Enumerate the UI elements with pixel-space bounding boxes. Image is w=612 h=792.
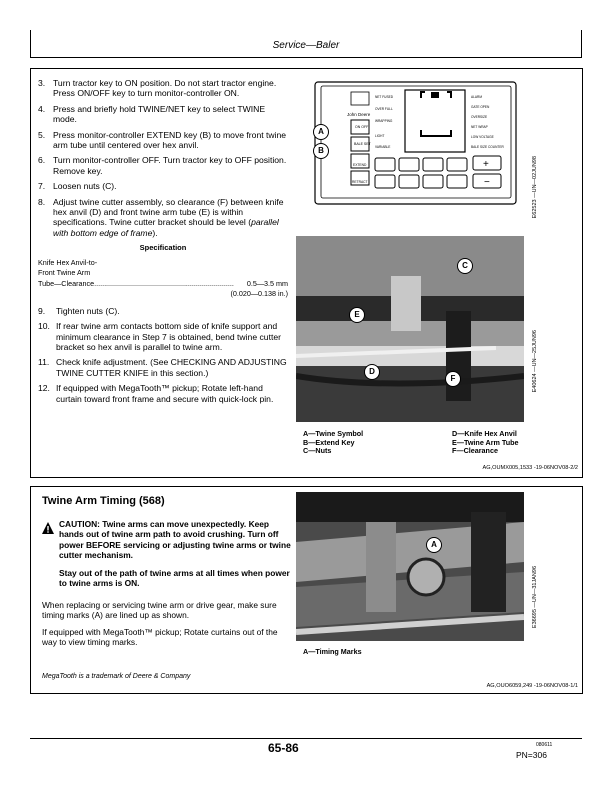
photo1-callout-c bbox=[457, 258, 473, 274]
svg-text:GATE OPEN: GATE OPEN bbox=[471, 105, 490, 109]
svg-text:LOW VOLTAGE: LOW VOLTAGE bbox=[471, 135, 494, 139]
section1-reference: AG,OUMX005,1533 -19-06NOV08-2/2 bbox=[482, 465, 578, 471]
svg-text:VARIABLE: VARIABLE bbox=[375, 145, 391, 149]
svg-text:EXTEND: EXTEND bbox=[353, 163, 367, 167]
monitor-panel-drawing bbox=[313, 80, 518, 206]
svg-text:+: + bbox=[483, 159, 489, 170]
step-text: If equipped with MegaTooth™ pickup; Rotate left-hand curtain toward front frame and secure with quick-lock pin. bbox=[56, 383, 274, 404]
spec-line: Front Twine Arm bbox=[38, 268, 91, 278]
photo1-figure-code: E40624 —UN—25JUN96 bbox=[532, 330, 538, 393]
monitor-figure-code: E62523 —UN—02JUN98 bbox=[532, 156, 538, 219]
step-text: Loosen nuts (C). bbox=[53, 181, 117, 192]
caution-text: CAUTION: Twine arms can move unexpectedly. Keep hands out of twine arm path to avoid crushing. Turn off power BEFORE servicing or adjusting twine arms or twine cutter mechanism. bbox=[59, 519, 291, 561]
photo2-callout-a bbox=[426, 537, 442, 553]
photo1-callout-f-label: F bbox=[450, 374, 456, 383]
svg-text:WRAPPING: WRAPPING bbox=[375, 119, 393, 123]
step-text: If rear twine arm contacts bottom side of knife support and minimum clearance in Step 7 is obtained, bend twine cutter bracket so hex anvil is parallel to twine arm. bbox=[56, 321, 281, 352]
section-2-title: Twine Arm Timing (568) bbox=[42, 495, 165, 507]
footer-rule bbox=[30, 738, 582, 739]
step-number: 5. bbox=[38, 129, 46, 140]
spec-value: 0.5—3.5 mm bbox=[246, 278, 288, 288]
procedure-step bbox=[38, 383, 288, 404]
page-header: Service—Baler bbox=[272, 40, 340, 51]
legend1-item: D—Knife Hex Anvil bbox=[452, 429, 517, 438]
step-number: 12. bbox=[38, 383, 50, 394]
step-text: Turn monitor-controller OFF. Turn tractor key to OFF position. Remove key. bbox=[53, 155, 287, 176]
procedure-step bbox=[38, 197, 288, 239]
legend1-item: B—Extend Key bbox=[303, 437, 355, 447]
step-text bbox=[53, 197, 288, 239]
spec-line: Knife Hex Anvil-to- bbox=[38, 257, 98, 267]
svg-text:OVERSIZE: OVERSIZE bbox=[471, 115, 488, 119]
page-number: 65-86 bbox=[268, 741, 299, 755]
step-number: 3. bbox=[38, 78, 46, 88]
specification-block bbox=[38, 243, 288, 299]
procedure-step bbox=[38, 130, 288, 151]
photo1-callout-c-label: C bbox=[462, 261, 468, 270]
photo1-callout-e bbox=[349, 307, 365, 323]
svg-text:NET WRAP: NET WRAP bbox=[471, 125, 488, 129]
footer-code: 080611 bbox=[536, 742, 553, 748]
procedure-step bbox=[38, 321, 288, 352]
timing-marks-photo-drawing bbox=[296, 492, 524, 641]
brand-label: John Deere bbox=[347, 112, 371, 117]
timing-marks-photo bbox=[296, 492, 524, 641]
timing-paragraph-2: If equipped with MegaTooth™ pickup; Rotate curtains out of the way to view timing marks. bbox=[42, 627, 278, 648]
timing-paragraph-1: When replacing or servicing twine arm or drive gear, make sure timing marks (A) are lined up as shown. bbox=[42, 600, 277, 621]
step-text: Tighten nuts (C). bbox=[56, 305, 120, 316]
svg-text:RETRACT: RETRACT bbox=[352, 180, 368, 184]
procedure-step bbox=[38, 357, 288, 378]
step-text: Press monitor-controller EXTEND key (B) to move front twine arm tube until centered over hex anvil. bbox=[53, 129, 287, 151]
callout-a-label: A bbox=[318, 127, 324, 136]
step-text-part: Adjust twine cutter assembly, so clearance (F) between knife hex anvil (D) and front twine arm tube (E) is within specifications. Twine cutter bracket should be level ( bbox=[53, 196, 284, 228]
svg-text:ALARM: ALARM bbox=[471, 95, 482, 99]
step-text: Check knife adjustment. (See CHECKING AND ADJUSTING TWINE CUTTER KNIFE in this section.) bbox=[56, 357, 287, 378]
svg-text:−: − bbox=[484, 177, 490, 188]
warning-icon bbox=[41, 521, 55, 535]
photo1-callout-f bbox=[445, 371, 461, 387]
spec-line: (0.020—0.138 in.) bbox=[230, 289, 288, 299]
twine-arm-photo bbox=[296, 236, 524, 422]
legend1-right bbox=[452, 430, 572, 456]
legend1-left bbox=[303, 430, 423, 456]
photo1-callout-d bbox=[364, 364, 380, 380]
header-rule bbox=[30, 57, 582, 58]
step-text-part: ). bbox=[152, 227, 158, 238]
svg-text:NET FUSED: NET FUSED bbox=[375, 95, 394, 99]
procedure-step bbox=[38, 78, 288, 99]
legend1-item: E—Twine Arm Tube bbox=[452, 437, 519, 447]
procedure-step bbox=[38, 306, 288, 316]
photo1-callout-e-label: E bbox=[354, 310, 360, 319]
step-number: 8. bbox=[38, 196, 46, 207]
step-number: 9. bbox=[38, 305, 46, 316]
twine-arm-photo-drawing bbox=[296, 236, 524, 422]
part-number: PN=306 bbox=[516, 750, 547, 760]
monitor-panel-figure bbox=[313, 80, 518, 206]
step-number: 4. bbox=[38, 103, 46, 114]
spec-body bbox=[38, 258, 288, 300]
procedure-step bbox=[38, 155, 288, 176]
legend1-item: F—Clearance bbox=[452, 446, 498, 455]
section2-reference: AG,OUO6059,249 -19-06NOV08-1/1 bbox=[486, 683, 578, 689]
callout-a-circle bbox=[313, 124, 329, 140]
spec-title: Specification bbox=[139, 243, 187, 253]
step-number: 7. bbox=[38, 181, 46, 192]
step-number: 6. bbox=[38, 155, 46, 166]
procedure-step bbox=[38, 181, 288, 191]
legend1-item: A—Twine Symbol bbox=[303, 429, 364, 438]
step-number: 10. bbox=[38, 321, 50, 332]
trademark-note: MegaTooth is a trademark of Deere & Company bbox=[42, 673, 191, 680]
spec-dots: ...................................................................... bbox=[94, 278, 234, 288]
svg-text:LIGHT: LIGHT bbox=[375, 134, 385, 138]
photo1-callout-d-label: D bbox=[369, 367, 375, 376]
photo2-callout-a-label: A bbox=[431, 540, 437, 549]
spec-line bbox=[38, 279, 288, 290]
procedure-steps bbox=[38, 78, 288, 409]
legend2: A—Timing Marks bbox=[303, 647, 362, 656]
callout-b-circle bbox=[313, 143, 329, 159]
svg-text:BALE SIZE COUNTER: BALE SIZE COUNTER bbox=[471, 145, 504, 149]
callout-b-label: B bbox=[318, 146, 324, 155]
procedure-step bbox=[38, 104, 288, 125]
legend1-item: C—Nuts bbox=[303, 446, 332, 455]
caution-text-2: Stay out of the path of twine arms at all times when power to twine arms is ON. bbox=[59, 568, 290, 589]
step-text-italic: parallel with bottom edge of frame bbox=[53, 217, 279, 238]
svg-text:ON OFF: ON OFF bbox=[355, 125, 369, 129]
step-number: 11. bbox=[38, 357, 50, 368]
step-text: Turn tractor key to ON position. Do not start tractor engine. Press ON/OFF key to turn monitor-controller ON. bbox=[53, 78, 277, 99]
step-text: Press and briefly hold TWINE/NET key to select TWINE mode. bbox=[53, 103, 266, 125]
photo2-figure-code: E36695 —UN—31JAN96 bbox=[532, 566, 538, 629]
svg-text:BALE SET: BALE SET bbox=[354, 142, 371, 146]
spec-label: Tube—Clearance bbox=[38, 278, 95, 288]
svg-text:OVER FULL: OVER FULL bbox=[375, 107, 393, 111]
